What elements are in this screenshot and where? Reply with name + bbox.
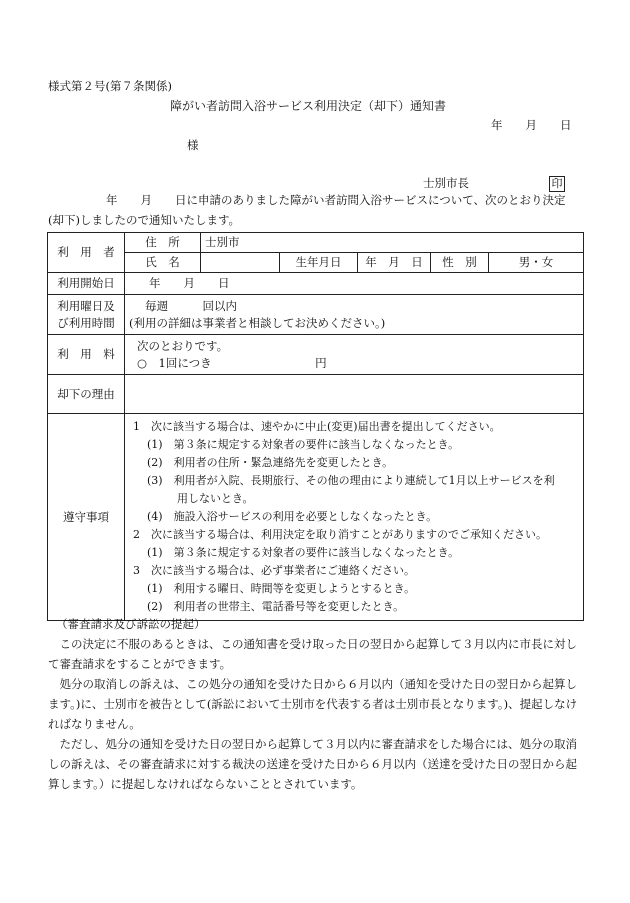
intro-text xyxy=(48,190,584,230)
rule-item: 3 次に該当する場合は、必ず事業者にご連絡ください。 xyxy=(133,564,415,577)
rules-list xyxy=(125,414,584,621)
user-label: 利 用 者 xyxy=(48,233,125,273)
rule-item: (3) 利用者が入院、長期旅行、その他の理由により連続して1月以上サービスを利 xyxy=(147,474,555,487)
rule-item: (2) 利用者の世帯主、電話番号等を変更したとき。 xyxy=(147,600,405,613)
usage-label xyxy=(48,295,125,335)
issue-date: 年 月 日 xyxy=(491,118,572,132)
rule-item: 1 次に該当する場合は、速やかに中止(変更)届出書を提出してください。 xyxy=(133,420,501,433)
start-date-label: 利用開始日 xyxy=(48,273,125,295)
reject-reason-label: 却下の理由 xyxy=(48,375,125,414)
appeal-notes xyxy=(48,614,584,794)
seal-mark: 印 xyxy=(549,176,565,192)
sex-label: 性 別 xyxy=(431,253,489,273)
address-value: 士別市 xyxy=(201,233,584,253)
usage-value xyxy=(125,295,584,335)
birth-label: 生年月日 xyxy=(280,253,358,273)
fee-value-line-1: 次のとおりです。 xyxy=(137,338,229,353)
rule-item: (1) 第３条に規定する対象者の要件に該当しなくなったとき。 xyxy=(147,438,460,451)
fee-value-line-2: ○ 1回につき 円 xyxy=(137,355,327,370)
form-number: 様式第２号(第７条関係) xyxy=(48,79,172,93)
rule-item: (1) 利用する曜日、時間等を変更しようとするとき。 xyxy=(147,582,416,595)
notes-paragraph-3: ただし、処分の通知を受けた日の翌日から起算して３月以内に審査請求をした場合には、処分の取消しの訴えは、その審査請求に対する裁決の送達を受けた日から６月以内（送達を受けた日の翌日から起算します。）に提起しなければならないこととされています。 xyxy=(48,737,577,791)
rule-item: (4) 施設入浴サービスの利用を必要としなくなったとき。 xyxy=(147,510,438,523)
rule-item: (1) 第３条に規定する対象者の要件に該当しなくなったとき。 xyxy=(147,546,460,559)
address-label: 住 所 xyxy=(125,233,201,253)
addressee-suffix: 様 xyxy=(187,138,199,152)
usage-label-line-1: 利用曜日及 xyxy=(57,298,115,313)
birth-value: 年 月 日 xyxy=(358,253,431,273)
name-value xyxy=(201,253,280,273)
notes-paragraph-1: この決定に不服のあるときは、この通知書を受け取った日の翌日から起算して３月以内に市長に対して審査請求をすることができます。 xyxy=(48,637,577,671)
fee-value xyxy=(125,335,584,375)
usage-label-line-2: び利用時間 xyxy=(57,315,115,330)
notes-heading: （審査請求及び訴訟の提起） xyxy=(56,617,206,631)
document-title: 障がい者訪問入浴サービス利用決定（却下）通知書 xyxy=(170,99,447,113)
notes-paragraph-2: 処分の取消しの訴えは、この処分の通知を受けた日から６月以内（通知を受けた日の翌日から起算します。)に、士別市を被告として(訴訟において士別市を代表する者は士別市長となります。)、提起しなければなりません。 xyxy=(48,677,578,731)
rule-item: 2 次に該当する場合は、利用決定を取り消すことがありますのでご承知ください。 xyxy=(133,528,547,541)
fee-label: 利 用 料 xyxy=(48,335,125,375)
rule-item: 用しないとき。 xyxy=(177,492,254,505)
intro-line-2: (却下)しましたので通知いたします。 xyxy=(48,213,241,227)
name-label: 氏 名 xyxy=(125,253,201,273)
issuer-name: 士別市長 xyxy=(423,176,469,190)
usage-value-line-2: (利用の詳細は事業者と相談してお決めください。) xyxy=(129,315,386,330)
rule-item: (2) 利用者の住所・緊急連絡先を変更したとき。 xyxy=(147,456,394,469)
start-date-value: 年 月 日 xyxy=(125,273,584,295)
usage-value-line-1: 毎週 回以内 xyxy=(145,298,237,313)
intro-line-1: 年 月 日に申請のありました障がい者訪問入浴サービスについて、次のとおり決定 xyxy=(106,193,566,207)
sex-value: 男・女 xyxy=(489,253,584,273)
rules-label: 遵守事項 xyxy=(48,414,125,621)
reject-reason-value xyxy=(125,375,584,414)
decision-table xyxy=(47,232,584,621)
